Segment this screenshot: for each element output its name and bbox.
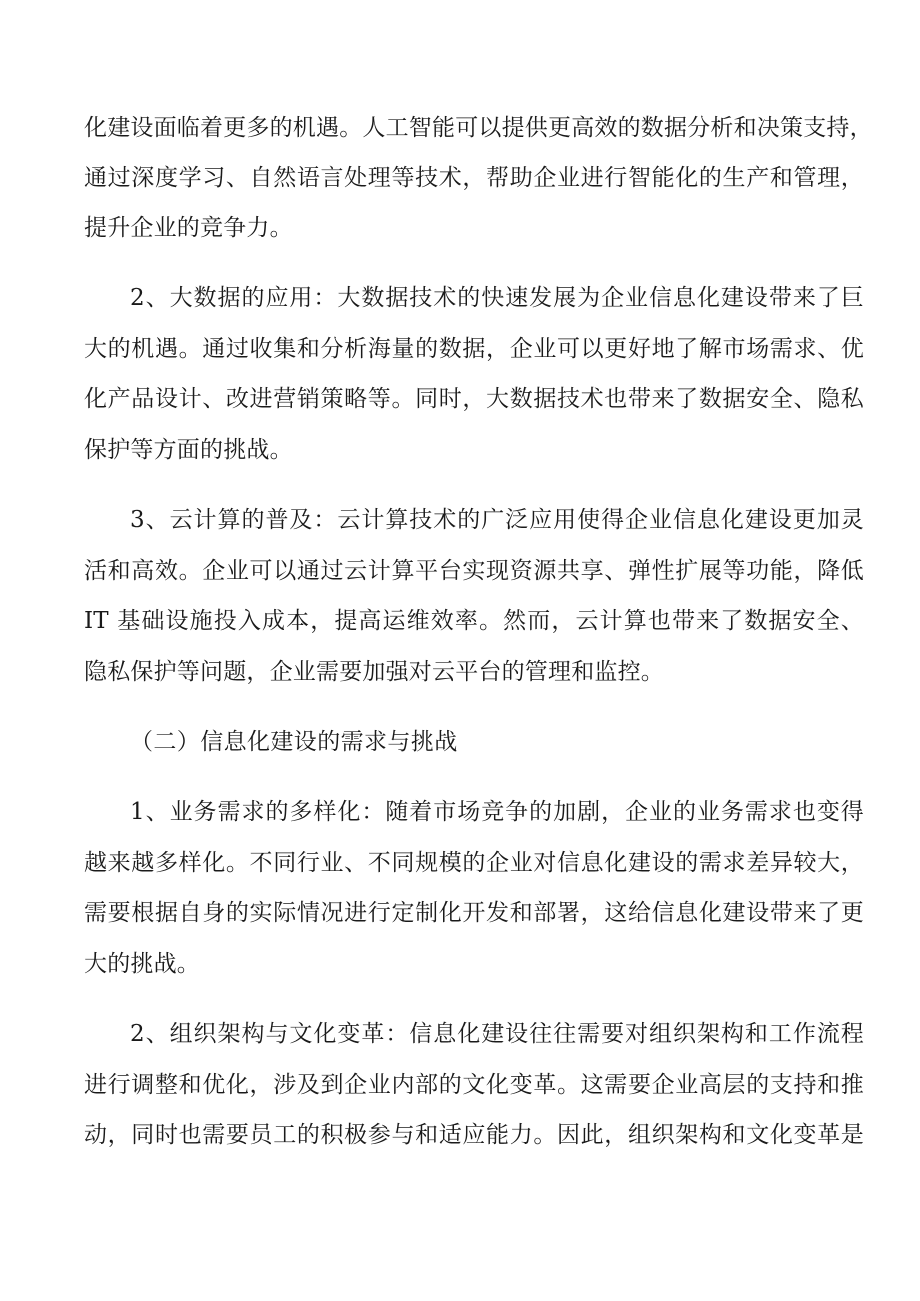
text-line: 提升企业的竞争力。 <box>84 215 293 241</box>
text-line: 通过深度学习、自然语言处理等技术，帮助企业进行智能化的生产和管理， <box>84 165 864 191</box>
text-line: 大的机遇。通过收集和分析海量的数据，企业可以更好地了解市场需求、优 <box>84 336 864 362</box>
text-line: 活和高效。企业可以通过云计算平台实现资源共享、弹性扩展等功能，降低 <box>84 558 864 584</box>
text-line: 动，同时也需要员工的积极参与和适应能力。因此，组织架构和文化变革是 <box>84 1122 864 1148</box>
text-line: 2、大数据的应用：大数据技术的快速发展为企业信息化建设带来了巨 <box>130 285 864 311</box>
text-line: 大的挑战。 <box>84 951 200 977</box>
section-heading: （二）信息化建设的需求与挑战 <box>130 729 458 755</box>
text-line: 保护等方面的挑战。 <box>84 437 293 463</box>
text-line: IT 基础设施投入成本，提高运维效率。然而，云计算也带来了数据安全、 <box>84 608 864 634</box>
text-line: 2、组织架构与文化变革：信息化建设往往需要对组织架构和工作流程 <box>130 1021 864 1047</box>
text-line: 化产品设计、改进营销策略等。同时，大数据技术也带来了数据安全、隐私 <box>84 386 864 412</box>
text-line: 隐私保护等问题，企业需要加强对云平台的管理和监控。 <box>84 659 664 685</box>
text-line: 越来越多样化。不同行业、不同规模的企业对信息化建设的需求差异较大， <box>84 850 864 876</box>
text-line: 化建设面临着更多的机遇。人工智能可以提供更高效的数据分析和决策支持， <box>84 115 873 141</box>
text-line: 需要根据自身的实际情况进行定制化开发和部署，这给信息化建设带来了更 <box>84 900 864 926</box>
text-line: 进行调整和优化，涉及到企业内部的文化变革。这需要企业高层的支持和推 <box>84 1072 864 1098</box>
text-line: 1、业务需求的多样化：随着市场竞争的加剧，企业的业务需求也变得 <box>130 799 864 825</box>
text-line: 3、云计算的普及：云计算技术的广泛应用使得企业信息化建设更加灵 <box>130 507 864 533</box>
